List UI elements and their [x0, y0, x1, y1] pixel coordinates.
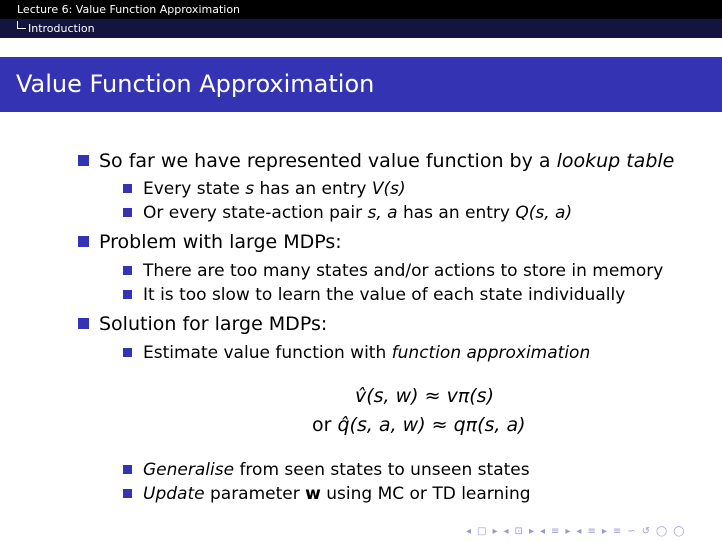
subbullet-every-state — [123, 179, 406, 199]
nav-icon[interactable]: ◂ — [503, 526, 509, 537]
equation-v-hat — [355, 385, 494, 407]
math-expr: v̂(s, w) ≈ vπ(s) — [355, 385, 494, 407]
bullet-text: There are too many states and/or actions to store in memory — [143, 261, 664, 281]
subbullet-too-slow — [123, 285, 625, 305]
nav-icon[interactable]: ◂ — [576, 526, 582, 537]
square-bullet-icon — [123, 208, 132, 217]
nav-icon[interactable]: ◂ — [539, 526, 545, 537]
nav-icon[interactable]: □ — [477, 526, 487, 537]
bullet-text: parameter — [204, 484, 306, 504]
subbullet-state-action — [123, 203, 572, 223]
bold-var: w — [305, 484, 321, 504]
square-bullet-icon — [78, 318, 89, 329]
square-bullet-icon — [123, 266, 132, 275]
bullet-text: Every state — [143, 179, 246, 199]
square-bullet-icon — [78, 155, 89, 166]
math-expr: V(s) — [371, 179, 406, 199]
subbullet-estimate — [123, 343, 590, 363]
nav-icon[interactable]: ↺ — [641, 526, 651, 537]
nav-icon[interactable]: ▸ — [601, 526, 607, 537]
bullet-emphasis: function approximation — [391, 343, 591, 363]
bullet-lookup-table — [78, 150, 674, 172]
nav-icon[interactable]: ◂ — [466, 526, 472, 537]
bullet-text: Estimate value function with — [143, 343, 392, 363]
section-title: Introduction — [28, 22, 95, 35]
nav-icon[interactable]: ▸ — [565, 526, 571, 537]
beamer-navigation — [466, 525, 684, 539]
nav-icon[interactable]: ▸ — [492, 526, 498, 537]
bullet-text: So far we have represented value function by a — [99, 150, 557, 172]
slide-title: Value Function Approximation — [16, 70, 375, 98]
math-var: s, a — [367, 203, 398, 223]
bullet-text: using MC or TD learning — [320, 484, 531, 504]
square-bullet-icon — [123, 465, 132, 474]
subbullet-update — [123, 484, 531, 504]
bullet-text: Solution for large MDPs: — [99, 313, 328, 335]
square-bullet-icon — [123, 184, 132, 193]
bullet-text: Or every state-action pair — [143, 203, 368, 223]
subbullet-generalise — [123, 460, 530, 480]
nav-icon[interactable]: ◯ — [673, 526, 685, 537]
nav-icon[interactable]: ≡ — [612, 526, 622, 537]
bullet-text: has an entry — [254, 179, 372, 199]
nav-icon[interactable]: ⊡ — [514, 526, 523, 537]
nav-icon[interactable]: ◯ — [656, 526, 668, 537]
nav-icon[interactable]: ≡ — [587, 526, 596, 537]
bullet-text: It is too slow to learn the value of each state individually — [143, 285, 626, 305]
nav-icon[interactable]: ▸ — [528, 526, 534, 537]
bullet-text: Problem with large MDPs: — [99, 231, 342, 253]
square-bullet-icon — [123, 290, 132, 299]
bullet-text: from seen states to unseen states — [234, 460, 530, 480]
math-var: s — [245, 179, 255, 199]
bullet-emphasis: lookup table — [556, 150, 675, 172]
bullet-emphasis: Update — [143, 484, 205, 504]
square-bullet-icon — [123, 348, 132, 357]
bullet-emphasis: Generalise — [143, 460, 235, 480]
equation-q-hat — [312, 414, 526, 436]
square-bullet-icon — [78, 236, 89, 247]
math-expr: q̂(s, a, w) ≈ qπ(s, a) — [337, 414, 526, 436]
math-expr: Q(s, a) — [515, 203, 573, 223]
square-bullet-icon — [123, 489, 132, 498]
subbullet-too-many — [123, 261, 663, 281]
nav-icon[interactable]: ≡ — [551, 526, 560, 537]
bullet-text: has an entry — [397, 203, 516, 223]
nav-icon[interactable]: ∽ — [627, 526, 636, 537]
lecture-title: Lecture 6: Value Function Approximation — [17, 3, 241, 16]
equation-prefix: or — [312, 414, 338, 436]
bullet-problem — [78, 231, 342, 253]
bullet-solution — [78, 313, 327, 335]
